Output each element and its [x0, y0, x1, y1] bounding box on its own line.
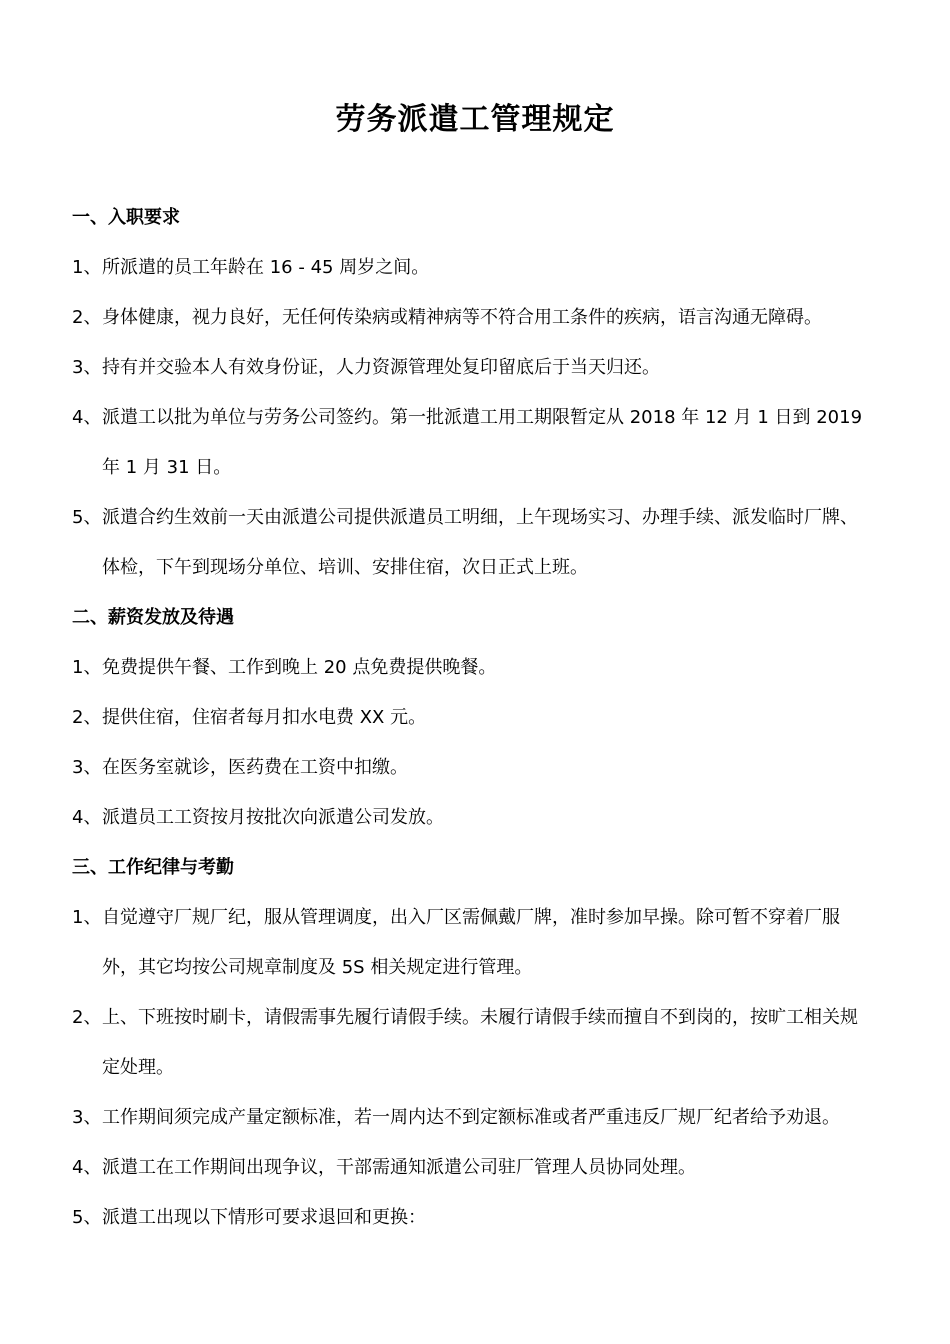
item-number: 1、	[72, 657, 102, 678]
item-text: 派遣工以批为单位与劳务公司签约。第一批派遣工用工期限暂定从 2018 年 12 月 1 日到 2019 年 1 月 31 日。	[102, 407, 863, 478]
item-text: 派遣员工工资按月按批次向派遣公司发放。	[102, 807, 444, 828]
item-number: 4、	[72, 1157, 102, 1178]
item-number: 2、	[72, 1007, 102, 1028]
list-item	[72, 793, 872, 843]
item-number: 4、	[72, 407, 102, 428]
item-text: 自觉遵守厂规厂纪，服从管理调度，出入厂区需佩戴厂牌，准时参加早操。除可暂不穿着厂服外，其它均按公司规章制度及 5S 相关规定进行管理。	[102, 907, 840, 978]
list-item	[72, 693, 872, 743]
list-item	[72, 1143, 872, 1193]
item-text: 持有并交验本人有效身份证，人力资源管理处复印留底后于当天归还。	[102, 357, 660, 378]
item-number: 4、	[72, 807, 102, 828]
item-number: 3、	[72, 1107, 102, 1128]
item-text: 所派遣的员工年龄在 16 - 45 周岁之间。	[102, 257, 430, 278]
list-item	[72, 393, 872, 493]
item-number: 1、	[72, 257, 102, 278]
item-number: 3、	[72, 357, 102, 378]
item-text: 派遣工出现以下情形可要求退回和更换：	[102, 1207, 426, 1228]
item-number: 1、	[72, 907, 102, 928]
list-item	[72, 493, 872, 593]
list-item	[72, 1193, 872, 1243]
list-item	[72, 893, 872, 993]
item-text: 身体健康，视力良好，无任何传染病或精神病等不符合用工条件的疾病，语言沟通无障碍。	[102, 307, 822, 328]
item-text: 上、下班按时刷卡，请假需事先履行请假手续。未履行请假手续而擅自不到岗的，按旷工相关规定处理。	[102, 1007, 858, 1078]
list-item	[72, 993, 872, 1093]
document-body	[72, 193, 872, 1243]
item-text: 工作期间须完成产量定额标准，若一周内达不到定额标准或者严重违反厂规厂纪者给予劝退。	[102, 1107, 840, 1128]
item-number: 2、	[72, 707, 102, 728]
item-number: 2、	[72, 307, 102, 328]
item-number: 3、	[72, 757, 102, 778]
item-text: 派遣合约生效前一天由派遣公司提供派遣员工明细，上午现场实习、办理手续、派发临时厂牌、体检，下午到现场分单位、培训、安排住宿，次日正式上班。	[102, 507, 858, 578]
list-item	[72, 293, 872, 343]
item-text: 在医务室就诊，医药费在工资中扣缴。	[102, 757, 408, 778]
section-heading-entry-requirements: 一、入职要求	[72, 207, 180, 228]
document-title: 劳务派遣工管理规定	[335, 102, 615, 137]
list-item	[72, 343, 872, 393]
item-text: 提供住宿，住宿者每月扣水电费 XX 元。	[102, 707, 427, 728]
section-heading-salary-benefits: 二、薪资发放及待遇	[72, 607, 234, 628]
list-item	[72, 1093, 872, 1143]
section-heading-discipline-attendance: 三、工作纪律与考勤	[72, 857, 234, 878]
item-text: 免费提供午餐、工作到晚上 20 点免费提供晚餐。	[102, 657, 497, 678]
list-item	[72, 243, 872, 293]
list-item	[72, 643, 872, 693]
item-number: 5、	[72, 507, 102, 528]
item-text: 派遣工在工作期间出现争议，干部需通知派遣公司驻厂管理人员协同处理。	[102, 1157, 696, 1178]
item-number: 5、	[72, 1207, 102, 1228]
list-item	[72, 743, 872, 793]
